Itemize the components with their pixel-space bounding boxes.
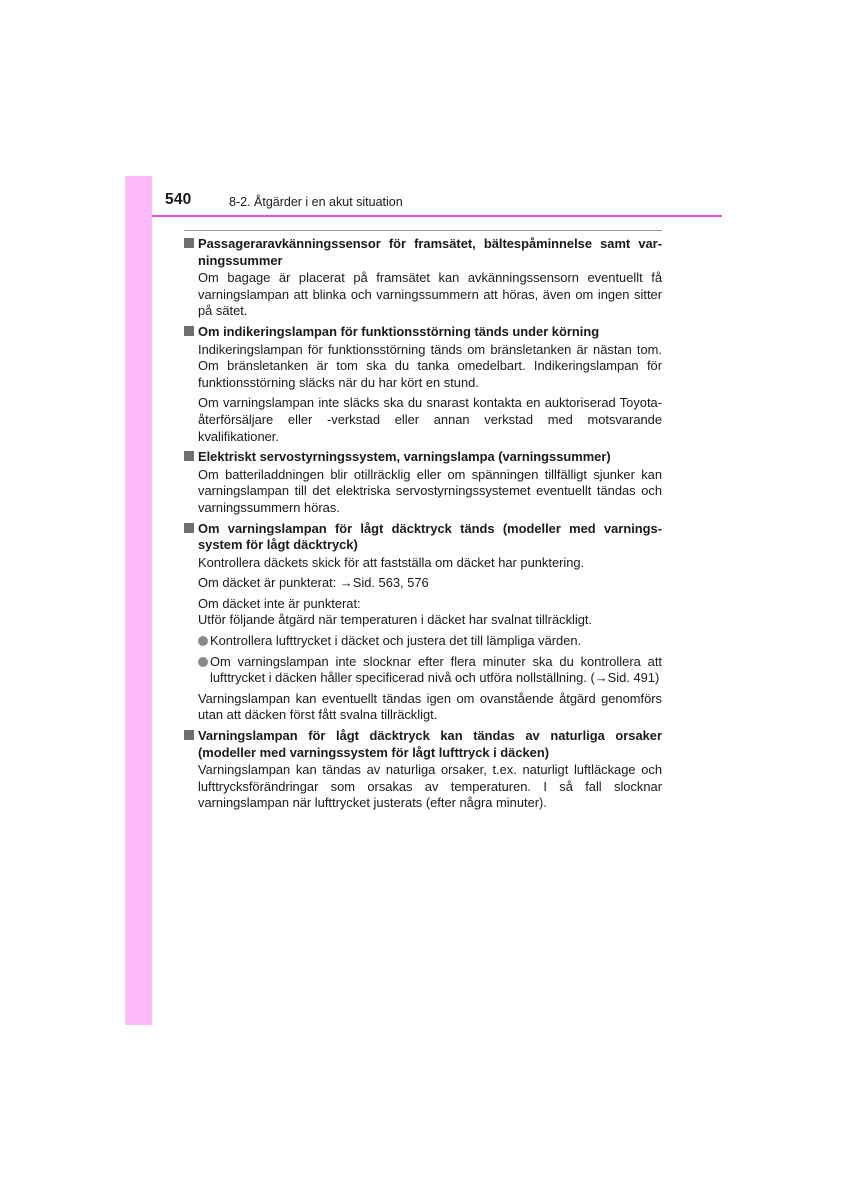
- item-paragraph: [198, 596, 662, 629]
- square-bullet-icon: [184, 730, 194, 740]
- section-title: 8-2. Åtgärder i en akut situation: [229, 195, 403, 209]
- item-paragraph: Indikeringslampan för funktionsstörning tänds om bränsletanken är nästan tom. Om bränsletanken är tom ska du tanka omedelbart. Indikeringslampan för funktionsstörning släcks när du har kört en stund.: [198, 341, 662, 390]
- item-heading: Elektriskt servostyrningssystem, varningslampa (varningssummer): [184, 449, 662, 466]
- item-paragraph: Kontrollera däckets skick för att fastställa om däcket har punktering.: [198, 554, 585, 570]
- item-heading: Varningslampan för lågt däcktryck kan tändas av naturliga orsaker (modeller med varningssystem för lågt lufttryck i däcken): [184, 728, 662, 761]
- list-item: Kontrollera lufttrycket i däcket och justera det till lämpliga värden.: [198, 633, 662, 650]
- content-top-rule: [184, 230, 662, 231]
- item-paragraph: Om bagage är placerat på framsätet kan avkänningssensorn eventuellt få varningslampan att blinka och varningssummern att höras, även om ingen sitter på sätet.: [198, 270, 662, 319]
- item-heading: Om indikeringslampan för funktionsstörning tänds under körning: [184, 324, 662, 341]
- item-paragraph: Varningslampan kan tändas av naturliga orsaker, t.ex. naturligt luftläckage och lufttrycksförändringar som orsakas av temperaturen. I så fall slocknar varningslampan när lufttrycket justerats (efter några minuter).: [198, 762, 662, 811]
- page-number: 540: [165, 191, 192, 208]
- item-paragraph: Om batteriladdningen blir otillräcklig eller om spänningen tillfälligt sjunker kan varningslampan till det elektriska servostyrningssystemet eventuellt tändas och varningssummern höras.: [198, 466, 662, 515]
- header-rule: [152, 215, 722, 217]
- item-paragraph: Om varningslampan inte släcks ska du snarast kontakta en auktoriserad Toyota-återförsäljare eller -verkstad eller annan verkstad med motsvarande kvalifikationer.: [198, 395, 662, 444]
- square-bullet-icon: [184, 326, 194, 336]
- item-heading: Om varningslampan för lågt däcktryck tänds (modeller med varningssystem för lågt däcktryck): [184, 521, 662, 554]
- round-bullet-icon: [198, 657, 208, 667]
- item-heading: Passageraravkänningssensor för framsätet, bältespåminnelse samt varningssummer: [184, 236, 662, 269]
- item-paragraph: Om däcket är punkterat: →Sid. 563, 576: [198, 575, 429, 591]
- item-paragraph-line: Om däcket inte är punkterat:: [198, 595, 361, 611]
- item-paragraph: Varningslampan kan eventuellt tändas igen om ovanstående åtgärd genomförs utan att däcken först fått svalna tillräckligt.: [198, 690, 662, 723]
- square-bullet-icon: [184, 238, 194, 248]
- side-color-bar: [125, 176, 152, 1025]
- round-bullet-icon: [198, 636, 208, 646]
- content-body: [184, 236, 662, 816]
- item-paragraph-line: Utför följande åtgärd när temperaturen i däcket har svalnat tillräckligt.: [198, 612, 593, 628]
- square-bullet-icon: [184, 451, 194, 461]
- square-bullet-icon: [184, 523, 194, 533]
- list-item: Om varningslampan inte slocknar efter flera minuter ska du kontrollera att lufttrycket i däcken håller specificerad nivå och utföra nollställning. (→Sid. 491): [198, 654, 662, 687]
